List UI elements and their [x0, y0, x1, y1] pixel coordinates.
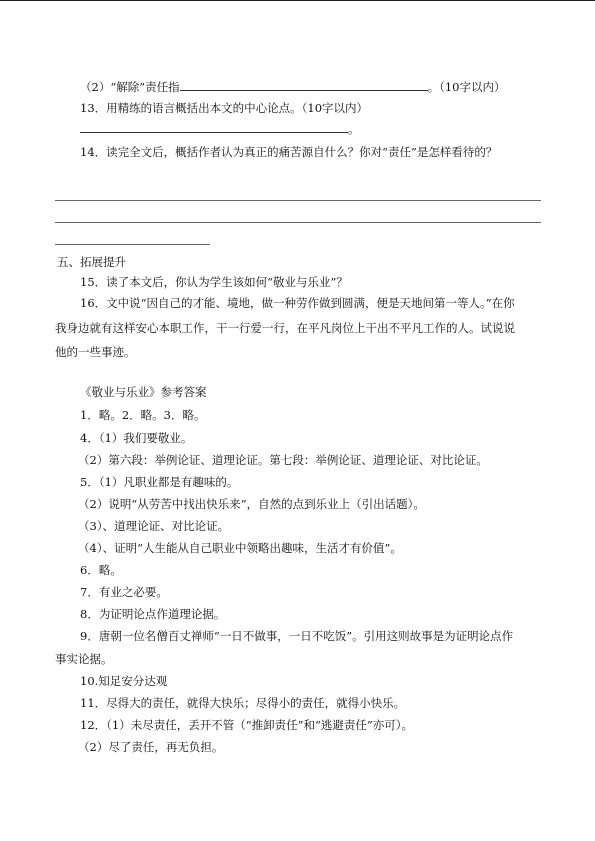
answer-line: 1．略。2．略。3．略。	[80, 408, 206, 422]
answer-line: 5．（1）凡职业都是有趣味的。	[80, 475, 239, 489]
answer-line: （4）、证明“人生能从自己职业中领略出趣味，生活才有价值”。	[78, 541, 402, 555]
answers-title: 《敬业与乐业》参考答案	[80, 385, 207, 399]
answer-line: 6．略。	[80, 563, 122, 577]
q13-end: 。	[348, 122, 360, 136]
answer-line: 10.知足安分达观	[80, 674, 168, 688]
answer-line: （3）、道理论证、对比论证。	[78, 519, 230, 533]
question-13: 13．用精练的语言概括出本文的中心论点。（10字以内）	[80, 101, 369, 115]
question-15: 15．读了本文后，你认为学生该如何“敬业与乐业”？	[80, 275, 348, 289]
answer-line: 11．尽得大的责任，就得大快乐；尽得小的责任，就得小快乐。	[80, 696, 406, 710]
q12-2-prefix: （2）“解除”责任指	[80, 80, 180, 94]
question-16-line-3: 他的一些事迹。	[55, 345, 136, 359]
answer-line: 4．（1）我们要敬业。	[80, 431, 193, 445]
section-5-heading: 五、拓展提升	[57, 255, 126, 269]
question-16-line-1: 16．文中说“因自己的才能、境地，做一种劳作做到圆满，便是天地间第一等人。”在你	[80, 296, 515, 310]
answer-blank-13[interactable]	[80, 121, 348, 133]
answer-line: 12．（1）未尽责任，丢开不管（“推卸责任”和“逃避责任”亦可）。	[80, 718, 413, 732]
answer-line-14-1[interactable]	[55, 200, 541, 201]
question-14: 14．读完全文后，概括作者认为真正的痛苦源自什么？你对“责任”是怎样看待的？	[80, 145, 498, 159]
question-12-2	[80, 79, 505, 95]
answer-line: （2）第六段：举例论证、道理论证。第七段：举例论证、道理论证、对比论证。	[78, 453, 488, 467]
answer-line: 9．唐朝一位名僧百丈禅师“一日不做事，一日不吃饭”。引用这则故事是为证明论点作	[80, 629, 514, 643]
answer-line: （2）尽了责任，再无负担。	[78, 740, 224, 754]
answer-line: （2）说明“从劳苦中找出快乐来”，自然的点到乐业上（引出话题）。	[78, 497, 425, 511]
answer-line-14-2[interactable]	[55, 222, 541, 223]
question-13-answer-line	[80, 121, 360, 137]
answer-line-14-3[interactable]	[55, 244, 210, 245]
answer-line: 8．为证明论点作道理论据。	[80, 607, 226, 621]
answer-line: 事实论据。	[55, 652, 113, 666]
question-16-line-2: 我身边就有这样安心本职工作，干一行爱一行，在平凡岗位上干出不平凡工作的人。试说说	[55, 321, 515, 335]
answer-blank-12-2[interactable]	[180, 79, 428, 91]
q12-2-suffix: 。（10字以内）	[427, 80, 506, 94]
answer-line: 7．有业之必要。	[80, 585, 168, 599]
